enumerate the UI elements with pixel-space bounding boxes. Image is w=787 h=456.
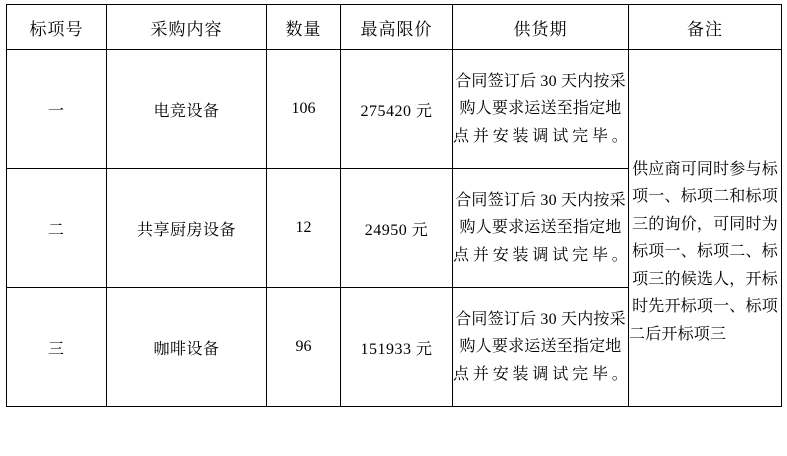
- cell-purchase-content: 电竞设备: [107, 50, 267, 169]
- cell-max-price: 151933 元: [341, 288, 453, 407]
- remark-text: 供应商可同时参与标项一、标项二和标项三的询价，可同时为标项一、标项二、标项三的候选人，开标时先开标项一、标项二后开标项三: [629, 160, 778, 343]
- cell-max-price: 24950 元: [341, 169, 453, 288]
- table-row: [7, 50, 782, 169]
- header-quantity: 数量: [267, 5, 341, 50]
- cell-lot-no: 三: [7, 288, 107, 407]
- page-footnote: [0, 442, 787, 456]
- header-remark: 备注: [629, 5, 782, 50]
- header-lot-no: 标项号: [7, 5, 107, 50]
- procurement-table: [6, 4, 782, 407]
- cell-quantity: 106: [267, 50, 341, 169]
- cell-remark: [629, 50, 782, 407]
- cell-delivery-period: 合同签订后 30 天内按采购人要求运送至指定地点并安装调试完毕。: [453, 169, 629, 288]
- header-purchase-content: 采购内容: [107, 5, 267, 50]
- cell-delivery-period: 合同签订后 30 天内按采购人要求运送至指定地点并安装调试完毕。: [453, 288, 629, 407]
- header-max-price: 最高限价: [341, 5, 453, 50]
- cell-lot-no: 一: [7, 50, 107, 169]
- cell-purchase-content: 咖啡设备: [107, 288, 267, 407]
- table-header-row: [7, 5, 782, 50]
- cell-lot-no: 二: [7, 169, 107, 288]
- cell-quantity: 96: [267, 288, 341, 407]
- cell-max-price: 275420 元: [341, 50, 453, 169]
- cell-purchase-content: 共享厨房设备: [107, 169, 267, 288]
- cell-quantity: 12: [267, 169, 341, 288]
- cell-delivery-period: 合同签订后 30 天内按采购人要求运送至指定地点并安装调试完毕。: [453, 50, 629, 169]
- header-delivery-period: 供货期: [453, 5, 629, 50]
